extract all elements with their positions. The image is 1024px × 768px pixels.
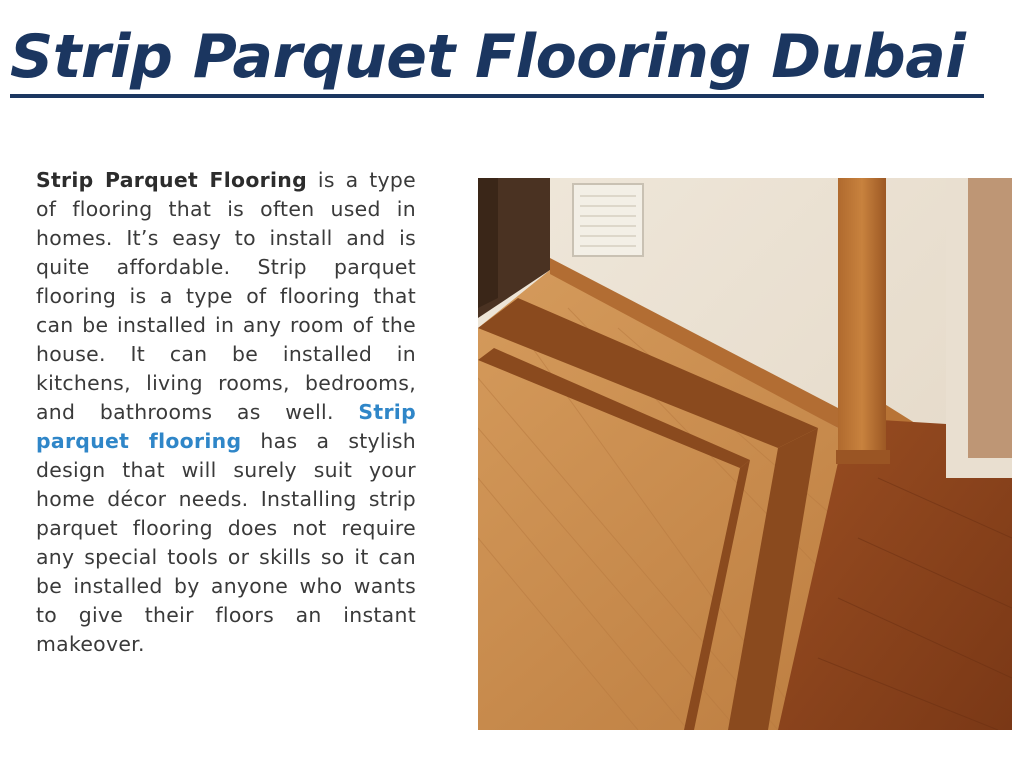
paragraph-part-2: has a stylish design that will surely suit your home décor needs. Installing strip parquet flooring does not require any special tools or skills so it can be installed by anyone who wants to give their floors an instant makeover.: [36, 429, 416, 656]
body-paragraph: [36, 166, 416, 659]
strip-parquet-link[interactable]: Strip parquet flooring: [36, 400, 416, 453]
lead-phrase: Strip Parquet Flooring: [36, 168, 308, 192]
title-underline: [10, 94, 984, 98]
paragraph-part-1: is a type of flooring that is often used in homes. It’s easy to install and is quite affordable. Strip parquet flooring is a type of flooring that can be installed in any room of the house. It can be installed in kitchens, living rooms, bedrooms, and bathrooms as well.: [36, 168, 417, 424]
slide-title: Strip Parquet Flooring Dubai: [10, 22, 966, 92]
floor-photo: [478, 178, 1012, 730]
